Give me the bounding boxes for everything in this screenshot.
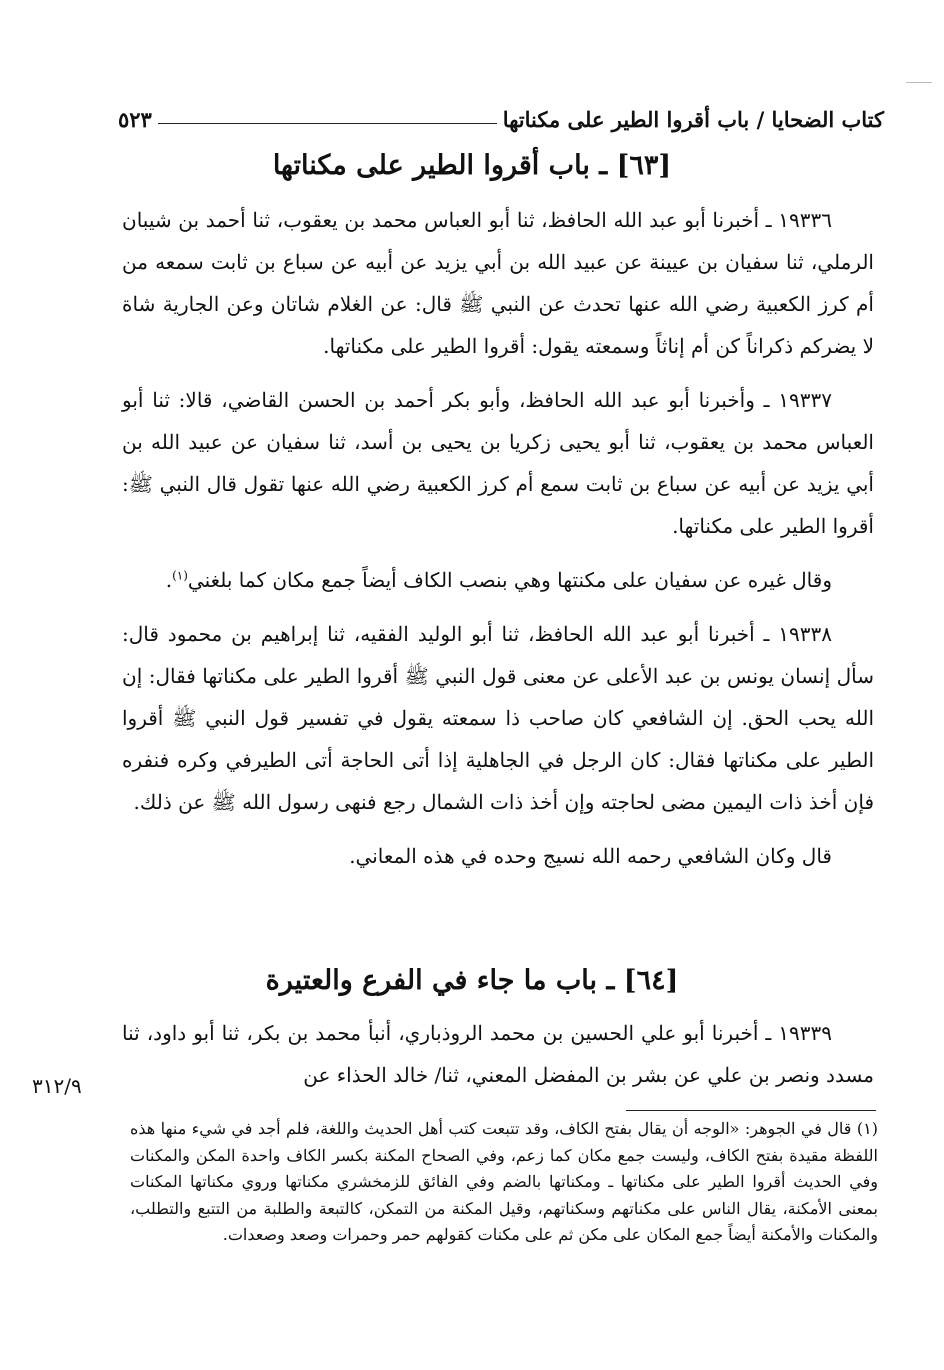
header-rule [158, 123, 497, 124]
margin-volume-page-reference: ٣١٢/٩ [32, 1074, 82, 1098]
scan-mark [906, 82, 932, 83]
running-header [118, 92, 884, 132]
footnote-rule [626, 1110, 876, 1111]
section-heading-64 [0, 965, 944, 996]
section-heading-63 [0, 150, 944, 181]
section-dash: ـ [606, 965, 615, 996]
section-number: [٦٤] [623, 965, 679, 996]
hadith-19338: ١٩٣٣٨ ـ أخبرنا أبو عبد الله الحافظ، ثنا أبو الوليد الفقيه، ثنا إبراهيم بن محمود قال: سأل إنسان يونس بن عبد الأعلى عن معنى قول النبي ﷺ أقروا الطير على مكناتها فقال: إن الله يحب الحق. إن الشافعي كان صاحب ذا سمعته يقول في تفسير قول النبي ﷺ أقروا الطير على مكناتها فقال: كان الرجل في الجاهلية إذا أتى الحاجة أتى الطيرفي وكره فنفره فإن أخذ ذات اليمين مضى لحاجته وإن أخذ ذات الشمال رجع فنهى رسول الله ﷺ عن ذلك. [122, 622, 875, 814]
section-title: باب أقروا الطير على مكناتها [272, 150, 590, 181]
page-number: ٥٢٣ [118, 107, 152, 132]
footnote-text: قال في الجوهر: «الوجه أن يقال بفتح الكاف، وقد تتبعت كتب أهل الحديث واللغة، فلم أجد في شيء منها هذه اللفظة مقيدة بفتح الكاف، وليست جمع مكان كما زعم، وفي الصحاح المكنة بكسر الكاف واحدة المكن والمكنات وفي الحديث أقروا الطير على مكناتها ـ ومكناتها بالضم وفي الفائق للزمخشري مكناتها وروي مكناتها المكنات بمعنى الأمكنة، يقال الناس على مكناتهم وسكناتهم، وقيل المكنة من التمكن، كالتبعة والطلبة من التتبع والتطلب، والمكنات والأمكنة أيضاً جمع المكان على مكن ثم على مكنات كقولهم حمر وحمرات وصعد وصعدات. [130, 1119, 878, 1244]
commentary-end: . [165, 568, 173, 592]
footnote [130, 1116, 878, 1249]
hadith-19339: ١٩٣٣٩ ـ أخبرنا أبو علي الحسين بن محمد الروذباري، أنبأ محمد بن بكر، ثنا أبو داود، ثنا مسدد ونصر بن علي عن بشر بن المفضل المعني، ثنا/ خالد الحذاء عن [122, 1021, 874, 1087]
main-text [122, 199, 874, 877]
commentary-text: وقال غيره عن سفيان على مكنتها وهي بنصب الكاف أيضاً جمع مكان كما بلغني [187, 568, 832, 592]
running-title: كتاب الضحايا / باب أقروا الطير على مكناتها [502, 107, 884, 132]
main-text-continued [122, 1012, 874, 1096]
commentary-paragraph [122, 559, 874, 601]
footnote-reference: (١) [172, 568, 188, 583]
hadith-19337: ١٩٣٣٧ ـ وأخبرنا أبو عبد الله الحافظ، وأبو بكر أحمد بن الحسن القاضي، قالا: ثنا أبو العباس محمد بن يعقوب، ثنا أبو يحيى زكريا بن يحيى بن أسد، ثنا سفيان عن عبيد الله بن أبي يزيد عن أبيه عن سباع بن ثابت سمع أم كرز الكعبية رضي الله عنها تقول قال النبي ﷺ: أقروا الطير على مكناتها. [122, 388, 874, 538]
hadith-19336: ١٩٣٣٦ ـ أخبرنا أبو عبد الله الحافظ، ثنا أبو العباس محمد بن يعقوب، ثنا أحمد بن شيبان الرملي، ثنا سفيان بن عيينة عن عبيد الله بن أبي يزيد عن أبيه عن سباع بن ثابت سمعه من أم كرز الكعبية رضي الله عنها تحدث عن النبي ﷺ قال: عن الغلام شاتان وعن الجارية شاة لا يضركم ذكراناً كن أم إناثاً وسمعته يقول: أقروا الطير على مكناتها. [122, 208, 874, 358]
closing-remark: قال وكان الشافعي رحمه الله نسيج وحده في هذه المعاني. [349, 844, 832, 868]
section-number: [٦٣] [616, 150, 672, 181]
section-dash: ـ [599, 150, 608, 181]
footnote-marker: (١) [856, 1119, 878, 1138]
section-title: باب ما جاء في الفرع والعتيرة [265, 965, 598, 996]
